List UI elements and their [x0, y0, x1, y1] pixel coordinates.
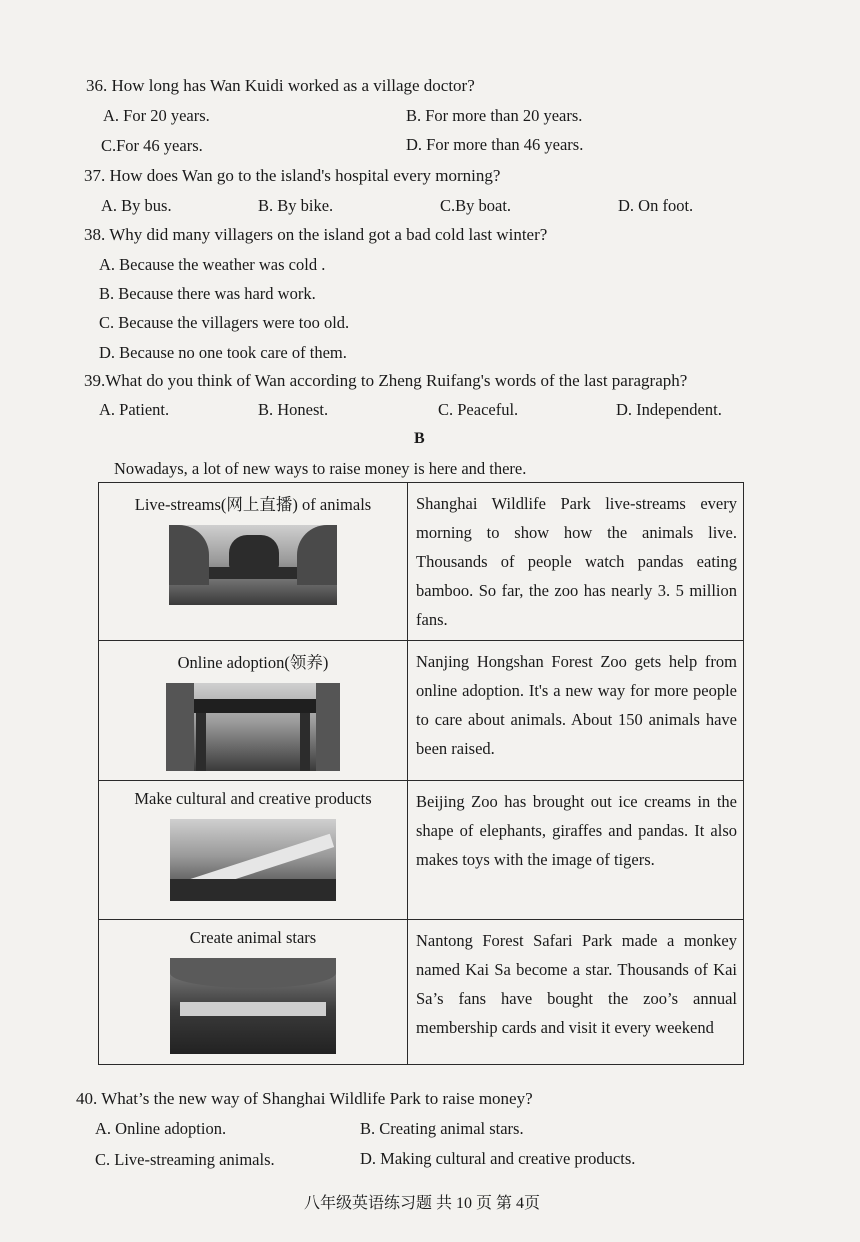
question-39-option-c: C. Peaceful.	[438, 400, 519, 419]
row-title: Live-streams(网上直播) of animals	[134, 495, 372, 514]
row-description: Nantong Forest Safari Park made a monkey named Kai Sa become a star. Thousands of Kai Sa’s fans have bought the zoo’s annual membership cards and visit it every weekend	[408, 920, 744, 1065]
question-39-option-d: D. Independent.	[616, 400, 722, 419]
question-38-option-d: D. Because no one took care of them.	[99, 343, 347, 362]
question-38-option-a: A. Because the weather was cold .	[99, 255, 326, 274]
question-38-option-b: B. Because there was hard work.	[99, 284, 316, 303]
row-title-cell	[99, 781, 408, 920]
zoo-entrance-photo	[166, 683, 340, 771]
question-36-option-d: D. For more than 46 years.	[406, 135, 584, 154]
question-37-option-d: D. On foot.	[618, 196, 694, 215]
section-b-label: B	[414, 430, 425, 447]
question-36-stem: 36. How long has Wan Kuidi worked as a village doctor?	[86, 76, 475, 95]
row-title: Online adoption(领养)	[177, 653, 329, 672]
money-raising-table	[98, 482, 744, 1065]
question-37-option-b: B. By bike.	[258, 196, 334, 215]
question-37-option-a: A. By bus.	[101, 196, 172, 215]
question-40-stem: 40. What’s the new way of Shanghai Wildlife Park to raise money?	[76, 1089, 533, 1108]
table-row	[99, 483, 744, 641]
row-description: Nanjing Hongshan Forest Zoo gets help from online adoption. It's a new way for more people to care about animals. About 150 animals have been raised.	[408, 641, 744, 781]
question-36-option-b: B. For more than 20 years.	[406, 106, 583, 125]
section-b-intro: Nowadays, a lot of new ways to raise money is here and there.	[114, 459, 527, 478]
question-40-option-a: A. Online adoption.	[95, 1119, 227, 1138]
row-title: Create animal stars	[189, 928, 317, 947]
question-37-option-c: C.By boat.	[440, 196, 512, 215]
question-40-option-b: B. Creating animal stars.	[360, 1119, 524, 1138]
table-row	[99, 641, 744, 781]
question-39-option-a: A. Patient.	[99, 400, 170, 419]
question-38-stem: 38. Why did many villagers on the island got a bad cold last winter?	[84, 225, 548, 244]
row-title-cell	[99, 483, 408, 641]
table-row	[99, 781, 744, 920]
question-40-option-c: C. Live-streaming animals.	[95, 1150, 275, 1169]
table-row	[99, 920, 744, 1065]
question-37-stem: 37. How does Wan go to the island's hospital every morning?	[84, 166, 501, 185]
question-36-option-c: C.For 46 years.	[101, 136, 203, 155]
row-title-cell	[99, 920, 408, 1065]
row-title-cell	[99, 641, 408, 781]
question-38-option-c: C. Because the villagers were too old.	[99, 313, 350, 332]
page-footer: 八年级英语练习题 共 10 页 第 4页	[304, 1195, 541, 1212]
question-39-option-b: B. Honest.	[258, 400, 329, 419]
zoo-arch-photo	[170, 819, 336, 901]
row-description: Beijing Zoo has brought out ice creams in the shape of elephants, giraffes and pandas. It also makes toys with the image of tigers.	[408, 781, 744, 920]
question-40-option-d: D. Making cultural and creative products.	[360, 1149, 636, 1168]
question-36-option-a: A. For 20 years.	[103, 106, 210, 125]
safari-park-photo	[170, 958, 336, 1054]
row-description: Shanghai Wildlife Park live-streams every morning to show how the animals live. Thousands of people watch pandas eating bamboo. So far, the zoo has nearly 3. 5 million fans.	[408, 483, 744, 641]
row-title: Make cultural and creative products	[134, 789, 372, 808]
zoo-gate-photo	[169, 525, 337, 605]
question-39-stem: 39.What do you think of Wan according to Zheng Ruifang's words of the last paragraph?	[84, 371, 688, 390]
